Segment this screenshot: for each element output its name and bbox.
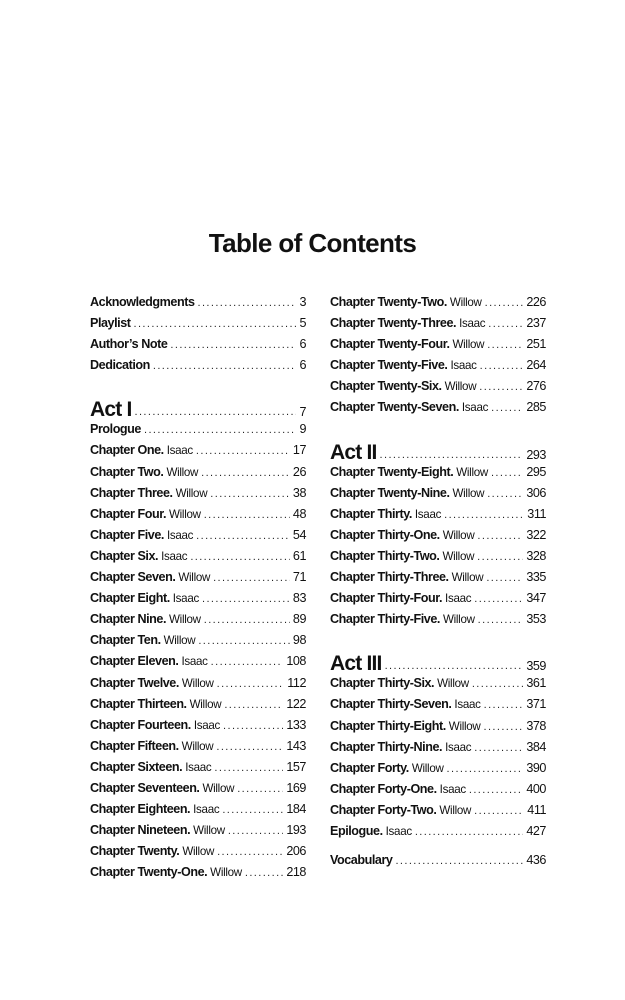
toc-entry-title: Chapter Nineteen. [90,823,191,838]
toc-entry-title: Chapter Twenty-Two. [330,295,447,309]
toc-entry [330,528,546,549]
toc-entry-narrator: Willow [169,507,201,521]
toc-entry [90,443,306,464]
toc-entry-page-number: 6 [299,337,306,352]
dot-leader [135,404,297,420]
toc-entry-title: Chapter Twenty-One. [90,865,208,880]
toc-entry-narrator: Willow [411,761,444,775]
dot-leader [472,678,524,690]
toc-act-heading [90,389,306,422]
toc-entry-narrator: Willow [442,613,475,627]
toc-entry-page-number: 311 [527,506,546,521]
toc-act-heading [330,643,546,676]
toc-entry [90,760,306,781]
dot-leader [474,742,523,754]
toc-entry-page-number: 98 [292,633,306,648]
toc-entry [90,591,306,612]
toc-entry-page-number: 378 [526,718,546,733]
toc-entry [330,295,546,316]
dot-leader [237,783,283,795]
dot-leader [228,825,284,837]
dot-leader [211,656,284,668]
toc-entry [330,379,546,400]
toc-entry-title: Chapter Twenty-Eight. [330,464,454,479]
toc-entry-title: Chapter Thirty-One. [330,527,440,542]
toc-entry [90,316,306,337]
dot-leader [491,402,523,414]
toc-entry-page-number: 206 [286,844,306,859]
toc-entry [330,337,546,358]
toc-entry-page-number: 218 [286,865,306,880]
dot-leader [190,551,290,563]
toc-entry-page-number: 83 [292,591,306,606]
toc-entry [90,422,306,443]
toc-entry-narrator: Willow [437,677,469,691]
toc-entry [90,676,306,697]
toc-entry [330,719,546,740]
toc-entry [330,612,546,633]
toc-entry-title: Playlist [90,316,131,331]
dot-leader [214,762,283,774]
toc-entry-title: Chapter Thirty-Three. [330,570,449,585]
toc-entry-narrator: Willow [175,486,208,500]
toc-entry-narrator: Isaac [181,655,208,669]
toc-entry-page-number: 17 [292,443,306,458]
dot-leader [196,445,290,457]
toc-entry-narrator: Willow [181,739,214,753]
toc-entry-title: Chapter Twenty-Five. [330,358,448,373]
toc-right-column [330,295,546,874]
toc-entry-title: Chapter Four. [90,506,167,521]
toc-entry [90,781,306,802]
toc-entry-page-number: 71 [292,570,306,585]
toc-entry [330,316,546,337]
toc-entry-title: Chapter Fifteen. [90,738,179,753]
toc-entry-title: Chapter Twenty-Seven. [330,400,459,415]
toc-entry-title: Chapter Forty-One. [330,781,437,796]
toc-entry-page-number: 157 [286,759,306,774]
toc-entry-page-number: 400 [526,781,546,796]
dot-leader [217,846,283,858]
toc-entry-page-number: 276 [526,379,546,394]
toc-entry-narrator: Willow [442,549,475,563]
toc-entry [90,528,306,549]
toc-entry-page-number: 359 [526,659,546,674]
toc-entry-page-number: 61 [292,548,306,563]
toc-entry [330,697,546,718]
toc-entry-narrator: Willow [178,571,211,585]
toc-entry-title: Chapter Thirty. [330,506,412,521]
page-title: Table of Contents [208,228,417,258]
toc-entry [90,802,306,823]
toc-entry-title: Chapter Twenty-Three. [330,316,457,331]
toc-entry [90,337,306,358]
dot-leader [480,360,524,372]
toc-entry-page-number: 285 [526,400,546,415]
toc-entry [90,697,306,718]
toc-entry-title: Chapter Eighteen. [90,802,191,817]
toc-entry-page-number: 169 [286,780,306,795]
toc-spacer [330,422,546,432]
toc-entry-narrator: Isaac [166,528,194,542]
dot-leader [477,551,523,563]
dot-leader [202,593,290,605]
toc-entry-title: Chapter Six. [90,548,159,563]
toc-entry [90,486,306,507]
toc-entry-title: Chapter Sixteen. [90,759,183,774]
toc-entry-title: Chapter Eight. [90,591,170,606]
toc-entry-narrator: Willow [169,613,201,627]
toc-entry-narrator: Isaac [450,359,477,373]
toc-entry-page-number: 384 [526,739,546,754]
toc-entry-page-number: 411 [527,802,546,817]
toc-entry [90,739,306,760]
toc-entry-page-number: 48 [292,506,306,521]
toc-entry-narrator: Willow [181,676,214,690]
toc-entry-title: Chapter Thirteen. [90,696,187,711]
toc-entry-title: Chapter Thirty-Eight. [330,718,446,733]
toc-entry-page-number: 353 [526,612,546,627]
toc-entry [330,465,546,486]
dot-leader [469,784,523,796]
toc-entry [90,865,306,886]
toc-entry-narrator: Willow [166,465,199,479]
toc-entry-narrator: Willow [193,824,225,838]
toc-entry-narrator: Isaac [193,718,221,732]
toc-spacer [330,633,546,643]
dot-leader [153,360,297,372]
dot-leader [216,741,283,753]
dot-leader [201,467,290,479]
toc-entry-narrator: Isaac [193,803,220,817]
toc-entry-page-number: 54 [292,527,306,542]
toc-entry-page-number: 89 [292,612,306,627]
toc-entry-title: Chapter Thirty-Nine. [330,739,443,754]
toc-entry-page-number: 122 [286,696,306,711]
toc-entry-title: Chapter Twenty-Nine. [330,485,450,500]
toc-entry-title: Act III [330,652,382,676]
toc-entry-page-number: 295 [526,464,546,479]
dot-leader [488,318,523,330]
toc-entry-title: Chapter Thirty-Five. [330,612,440,627]
toc-entry-title: Chapter Thirty-Seven. [330,697,452,712]
toc-entry-page-number: 5 [299,316,306,331]
toc-entry-title: Chapter One. [90,443,164,458]
toc-entry-title: Act I [90,398,132,422]
toc-entry-narrator: Willow [163,634,196,648]
toc-entry-narrator: Isaac [445,592,472,606]
toc-entry-page-number: 108 [286,654,306,669]
toc-entry-page-number: 3 [299,295,306,309]
toc-entry-narrator: Willow [448,719,481,733]
toc-entry [330,549,546,570]
toc-entry-title: Chapter Twenty-Four. [330,337,450,352]
toc-entry-title: Chapter Five. [90,527,164,542]
toc-entry-title: Epilogue. [330,823,383,838]
toc-entry [330,782,546,803]
toc-entry-title: Chapter Forty. [330,760,409,775]
toc-entry [330,761,546,782]
dot-leader [196,530,290,542]
dot-leader [485,297,524,309]
toc-entry-page-number: 143 [286,738,306,753]
toc-entry [90,823,306,844]
dot-leader [484,699,524,711]
toc-entry-narrator: Isaac [414,507,442,521]
toc-entry-narrator: Isaac [172,592,199,606]
toc-entry-title: Chapter Twenty. [90,844,180,859]
toc-entry-page-number: 264 [526,358,546,373]
toc-entry [330,591,546,612]
toc-entry-page-number: 184 [286,802,306,817]
toc-entry-narrator: Willow [202,781,235,795]
toc-entry-title: Chapter Ten. [90,633,161,648]
toc-entry-page-number: 390 [526,760,546,775]
dot-leader [487,339,523,351]
toc-entry [90,612,306,633]
toc-entry-page-number: 38 [292,485,306,500]
toc-entry-narrator: Isaac [459,317,486,331]
toc-entry-page-number: 7 [299,405,306,420]
toc-entry-title: Chapter Two. [90,464,164,479]
dot-leader [415,826,523,838]
dot-leader [204,614,290,626]
toc-entry [90,358,306,379]
dot-leader [487,488,523,500]
toc-entry [330,507,546,528]
dot-leader [474,593,523,605]
toc-entry [330,570,546,591]
toc-entry-page-number: 328 [526,548,546,563]
toc-entry-page-number: 335 [526,570,546,585]
toc-entry-page-number: 361 [526,676,546,691]
toc-entry-title: Act II [330,440,377,464]
dot-leader [223,720,283,732]
toc-entry-title: Chapter Thirty-Six. [330,676,435,691]
toc-entry-page-number: 427 [526,823,546,838]
toc-entry-narrator: Willow [442,528,475,542]
toc-entry-title: Chapter Twenty-Six. [330,379,442,394]
toc-entry-narrator: Willow [449,296,482,309]
toc-entry-page-number: 226 [526,295,546,309]
dot-leader [222,804,283,816]
toc-entry-narrator: Willow [189,697,222,711]
dot-leader [484,721,524,733]
toc-entry-page-number: 436 [526,853,546,868]
toc-entry-narrator: Isaac [439,782,466,796]
toc-entry-title: Author’s Note [90,337,168,352]
dot-leader [380,447,524,463]
toc-entry-title: Chapter Thirty-Two. [330,548,440,563]
toc-entry-page-number: 6 [299,358,306,373]
toc-entry-page-number: 371 [526,697,546,712]
toc-entry [330,676,546,697]
toc-entry [90,549,306,570]
toc-entry-narrator: Willow [452,486,485,500]
toc-entry-page-number: 347 [526,591,546,606]
toc-entry-page-number: 112 [287,675,306,690]
toc-entry [90,844,306,865]
toc-entry-narrator: Willow [452,338,485,352]
toc-entry [90,718,306,739]
dot-leader [395,855,523,867]
toc-entry [330,740,546,761]
toc-entry-page-number: 193 [286,823,306,838]
toc-entry-title: Chapter Three. [90,485,173,500]
toc-entry-page-number: 293 [526,447,546,462]
dot-leader [217,678,285,690]
dot-leader [144,424,296,436]
toc-entry-narrator: Isaac [185,760,212,774]
toc-entry [330,824,546,845]
toc-entry [90,465,306,486]
dot-leader [170,339,296,351]
toc-entry-title: Chapter Twelve. [90,675,179,690]
dot-leader [210,488,290,500]
dot-leader [245,867,283,879]
dot-leader [224,699,283,711]
toc-left-column [90,295,306,886]
toc-entry-page-number: 306 [526,485,546,500]
dot-leader [198,635,290,647]
toc-entry-narrator: Willow [444,380,477,394]
dot-leader [385,658,524,674]
dot-leader [134,318,297,330]
dot-leader [474,805,524,817]
toc-entry [90,570,306,591]
toc-spacer [90,379,306,389]
toc-entry-narrator: Isaac [161,549,188,563]
toc-entry-narrator: Willow [210,866,242,880]
toc-entry-narrator: Isaac [166,444,193,458]
toc-entry-page-number: 251 [526,337,546,352]
toc-entry-title: Dedication [90,358,150,373]
toc-entry [330,853,546,874]
toc-entry-title: Chapter Fourteen. [90,717,191,732]
dot-leader [447,763,524,775]
toc-entry-narrator: Willow [439,803,472,817]
toc-entry-title: Chapter Thirty-Four. [330,591,443,606]
toc-entry [90,654,306,675]
toc-entry-page-number: 26 [292,464,306,479]
toc-entry-narrator: Willow [182,845,215,859]
toc-entry [90,633,306,654]
dot-leader [204,509,290,521]
toc-entry-narrator: Isaac [461,401,489,415]
toc-spacer [330,845,546,853]
dot-leader [444,509,524,521]
toc-entry-title: Chapter Seventeen. [90,780,200,795]
dot-leader [486,572,523,584]
toc-entry-narrator: Isaac [445,740,472,754]
toc-entry-page-number: 322 [526,527,546,542]
toc-entry-title: Chapter Seven. [90,570,176,585]
toc-entry-title: Chapter Nine. [90,612,167,627]
dot-leader [491,467,523,479]
toc-entry-page-number: 133 [286,717,306,732]
toc-entry-title: Vocabulary [330,853,393,868]
dot-leader [478,614,524,626]
toc-entry-page-number: 9 [299,422,306,437]
toc-entry-narrator: Isaac [454,698,481,712]
toc-entry-narrator: Willow [451,571,484,585]
toc-entry [330,400,546,421]
toc-entry [330,486,546,507]
toc-entry-narrator: Willow [456,465,488,479]
toc-entry-title: Chapter Forty-Two. [330,802,437,817]
toc-entry-title: Acknowledgments [90,295,195,309]
dot-leader [477,530,523,542]
toc-entry-page-number: 237 [526,316,546,331]
toc-entry-narrator: Isaac [385,824,412,838]
toc-entry [330,803,546,824]
toc-entry [90,507,306,528]
dot-leader [213,572,290,584]
dot-leader [479,381,523,393]
toc-entry [330,358,546,379]
toc-entry [90,295,306,316]
toc-entry-title: Prologue [90,422,141,437]
toc-act-heading [330,432,546,465]
dot-leader [198,297,297,309]
toc-entry-title: Chapter Eleven. [90,654,179,669]
